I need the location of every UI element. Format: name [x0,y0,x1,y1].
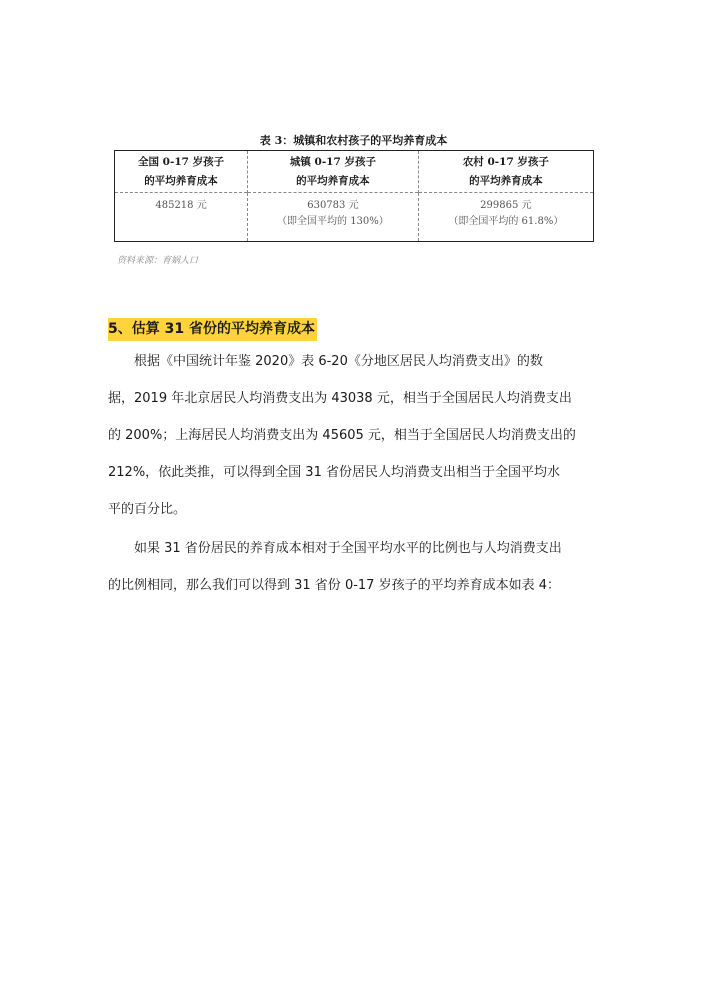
paragraph-2 [108,540,608,614]
header-urban [248,151,419,193]
header-rural-line1: 农村 0-17 岁孩子 [462,156,549,168]
cell-rural-note: （即全国平均的 61.8%） [448,216,564,227]
cell-urban [248,193,419,242]
header-national-line2: 的平均养育成本 [144,175,218,187]
paragraph-1-line: 据，2019 年北京居民人均消费支出为 43038 元，相当于全国居民人均消费支出 [108,391,572,406]
cell-urban-value: 630783 元 [307,200,359,211]
header-urban-line1: 城镇 0-17 岁孩子 [289,156,376,168]
cell-national-value: 485218 元 [155,200,207,211]
paragraph-2-line: 的比例相同，那么我们可以得到 31 省份 0-17 岁孩子的平均养育成本如表 4： [108,578,560,593]
paragraph-2-line: 如果 31 省份居民的养育成本相对于全国平均水平的比例也与人均消费支出 [134,541,562,556]
cell-national [115,193,248,242]
header-rural [418,151,593,193]
table-source-note: 资料来源：育娲人口 [117,256,199,266]
header-urban-line2: 的平均养育成本 [296,175,370,187]
paragraph-1-line: 的 200%；上海居民人均消费支出为 45605 元，相当于全国居民人均消费支出的 [108,428,576,443]
header-national [115,151,248,193]
cell-rural [418,193,593,242]
table-caption: 表 3：城镇和农村孩子的平均养育成本 [259,134,448,147]
table-header-row [115,151,594,193]
paragraph-1 [108,353,608,538]
section-heading: 5、估算 31 省份的平均养育成本 [108,318,317,341]
paragraph-1-line: 212%，依此类推，可以得到全国 31 省份居民人均消费支出相当于全国平均水 [108,465,560,480]
header-national-line1: 全国 0-17 岁孩子 [138,156,225,168]
header-rural-line2: 的平均养育成本 [469,175,543,187]
cell-urban-note: （即全国平均的 130%） [277,216,389,227]
cell-rural-value: 299865 元 [480,200,532,211]
paragraph-1-line: 根据《中国统计年鉴 2020》表 6-20《分地区居民人均消费支出》的数 [134,354,543,369]
table-row [115,193,594,242]
parenting-cost-table [114,150,594,242]
paragraph-1-line: 平的百分比。 [108,502,187,517]
